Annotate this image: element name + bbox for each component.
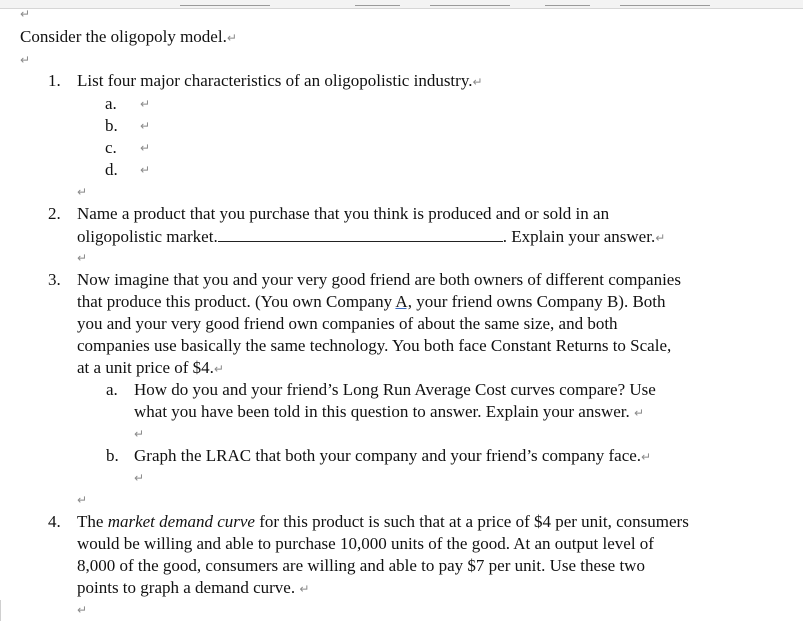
paragraph-mark: ↵ bbox=[20, 7, 31, 21]
answer-blank[interactable] bbox=[218, 225, 503, 242]
intro-text: Consider the oligopoly model.↵ bbox=[20, 27, 237, 46]
paragraph-mark: ↵ bbox=[134, 427, 145, 441]
paragraph-mark: ↵ bbox=[140, 163, 151, 177]
q3b-number: b. bbox=[106, 446, 119, 465]
q3-line2: that produce this product. (You own Company A, your friend owns Company B). Both bbox=[77, 292, 666, 311]
q1-item-a: a. bbox=[105, 94, 117, 113]
q4-line1: The market demand curve for this product is such that at a price of $4 per unit, consumers bbox=[77, 512, 689, 531]
paragraph-mark: ↵ bbox=[77, 493, 88, 507]
paragraph-mark: ↵ bbox=[140, 97, 151, 111]
paragraph-mark: ↵ bbox=[140, 119, 151, 133]
q4-number: 4. bbox=[48, 512, 61, 531]
page-edge bbox=[0, 600, 1, 621]
q3a-number: a. bbox=[106, 380, 118, 399]
q3-line1: Now imagine that you and your very good friend are both owners of different companies bbox=[77, 270, 681, 289]
q3-line3: you and your very good friend own companies of about the same size, and both bbox=[77, 314, 618, 333]
paragraph-mark: ↵ bbox=[140, 141, 151, 155]
q3a-line1: How do you and your friend’s Long Run Average Cost curves compare? Use bbox=[134, 380, 656, 399]
paragraph-mark: ↵ bbox=[20, 53, 31, 67]
q3-number: 3. bbox=[48, 270, 61, 289]
q3a-line2: what you have been told in this question to answer. Explain your answer. ↵ bbox=[134, 402, 645, 421]
q3-line4: companies use basically the same technology. You both face Constant Returns to Scale, bbox=[77, 336, 672, 355]
q3-line5: at a unit price of $4.↵ bbox=[77, 358, 224, 377]
q4-line4: points to graph a demand curve. ↵ bbox=[77, 578, 310, 597]
q1-number: 1. bbox=[48, 71, 61, 90]
paragraph-mark: ↵ bbox=[77, 185, 88, 199]
q1-item-c: c. bbox=[105, 138, 117, 157]
q1-text: List four major characteristics of an oligopolistic industry.↵ bbox=[77, 71, 483, 90]
q1-item-b: b. bbox=[105, 116, 118, 135]
q4-line2: would be willing and able to purchase 10,000 units of the good. At an output level of bbox=[77, 534, 654, 553]
q2-number: 2. bbox=[48, 204, 61, 223]
q1-item-d: d. bbox=[105, 160, 118, 179]
paragraph-mark: ↵ bbox=[134, 471, 145, 485]
q2-line1: Name a product that you purchase that you think is produced and or sold in an bbox=[77, 204, 610, 223]
paragraph-mark: ↵ bbox=[77, 251, 88, 265]
paragraph-mark: ↵ bbox=[77, 603, 88, 617]
q2-line2: oligopolistic market. . Explain your answer.↵ bbox=[77, 227, 666, 246]
q4-line3: 8,000 of the good, consumers are willing and able to pay $7 per unit. Use these two bbox=[77, 556, 645, 575]
q3b-line1: Graph the LRAC that both your company and your friend’s company face.↵ bbox=[134, 446, 652, 465]
